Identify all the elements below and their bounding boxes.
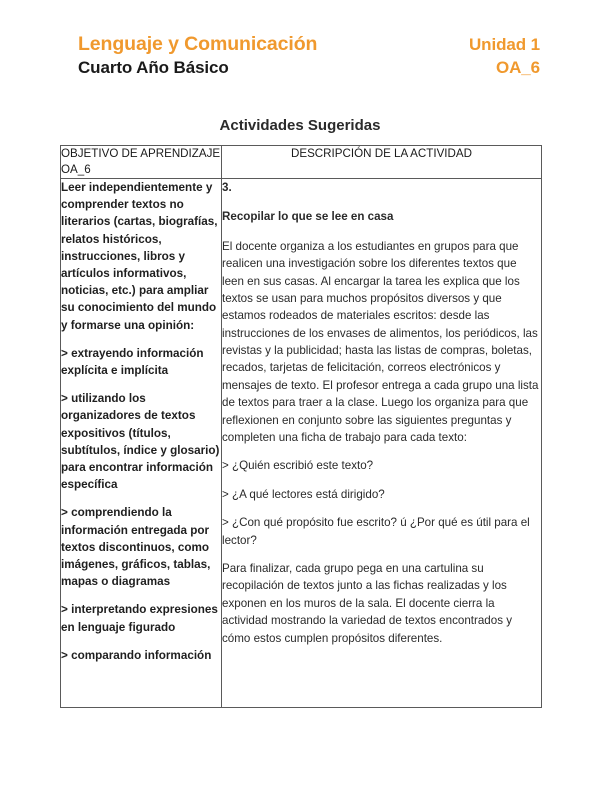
activity-question-3: > ¿Con qué propósito fue escrito? ú ¿Por qué es útil para el lector? xyxy=(222,516,530,547)
objective-bullet-3: > comprendiendo la información entregada por textos discontinuos, como imágenes, gráficos, tablas, mapas o diagramas xyxy=(61,506,211,589)
objective-bullet-4: > interpretando expresiones en lenguaje figurado xyxy=(61,603,218,634)
column-header-objective: OBJETIVO DE APRENDIZAJE OA_6 xyxy=(61,146,222,179)
table-row xyxy=(61,178,542,707)
activity-description-cell xyxy=(222,178,542,707)
section-title: Actividades Sugeridas xyxy=(219,117,381,134)
objective-intro: Leer independientemente y comprender textos no literarios (cartas, biografías, relatos históricos, instrucciones, libros y artículos informativos, noticias, etc.) para ampliar su conocimiento del mundo y formarse una opinión: xyxy=(61,180,218,332)
subject-title: Lenguaje y Comunicación xyxy=(78,33,318,55)
unit-label: Unidad 1 xyxy=(469,35,540,54)
activities-table xyxy=(60,145,542,708)
oa-code-label: OA_6 xyxy=(495,58,540,77)
document-header xyxy=(78,33,540,78)
objective-bullet-1: > extrayendo información explícita e implícita xyxy=(61,346,204,377)
header-line-primary xyxy=(78,33,540,56)
activity-question-1: > ¿Quién escribió este texto? xyxy=(222,459,374,473)
activity-subtitle: Recopilar lo que se lee en casa xyxy=(222,210,394,224)
objective-bullet-5: > comparando información xyxy=(61,648,212,662)
table-header-row xyxy=(61,146,542,179)
activity-paragraph-1: El docente organiza a los estudiantes en grupos para que realicen una investigación sobre los diferentes textos que leen en sus casas. Al encargar la tarea les explica que los textos se usan para muchos propósitos diversos y que estamos rodeados de materiales escritos: desde las instrucciones de los envases de alimentos, los periódicos, las revistas y la publicidad; hasta las listas de compras, boletas, recados, tarjetas de felicitación, correos electrónicos y mensajes de texto. El profesor entrega a cada grupo una lista de textos para traer a la clase. Luego los organiza para que reflexionen en conjunto sobre las siguientes preguntas y completen una ficha de trabajo para cada texto: xyxy=(222,239,539,445)
header-line-secondary xyxy=(78,58,540,78)
column-header-description: DESCRIPCIÓN DE LA ACTIVIDAD xyxy=(222,146,542,179)
activity-number: 3. xyxy=(222,180,232,194)
activity-paragraph-2: Para finalizar, cada grupo pega en una cartulina su recopilación de textos junto a las fichas realizadas y los exponen en los muros de la sala. El docente cierra la actividad mostrando la variedad de textos encontrados y cómo estos cumplen propósitos diferentes. xyxy=(222,562,513,645)
activity-question-2: > ¿A qué lectores está dirigido? xyxy=(222,487,385,501)
objective-cell xyxy=(61,178,222,707)
grade-title: Cuarto Año Básico xyxy=(78,58,229,77)
objective-bullet-2: > utilizando los organizadores de textos expositivos (títulos, subtítulos, índice y glosario) para encontrar información específica xyxy=(61,392,220,492)
